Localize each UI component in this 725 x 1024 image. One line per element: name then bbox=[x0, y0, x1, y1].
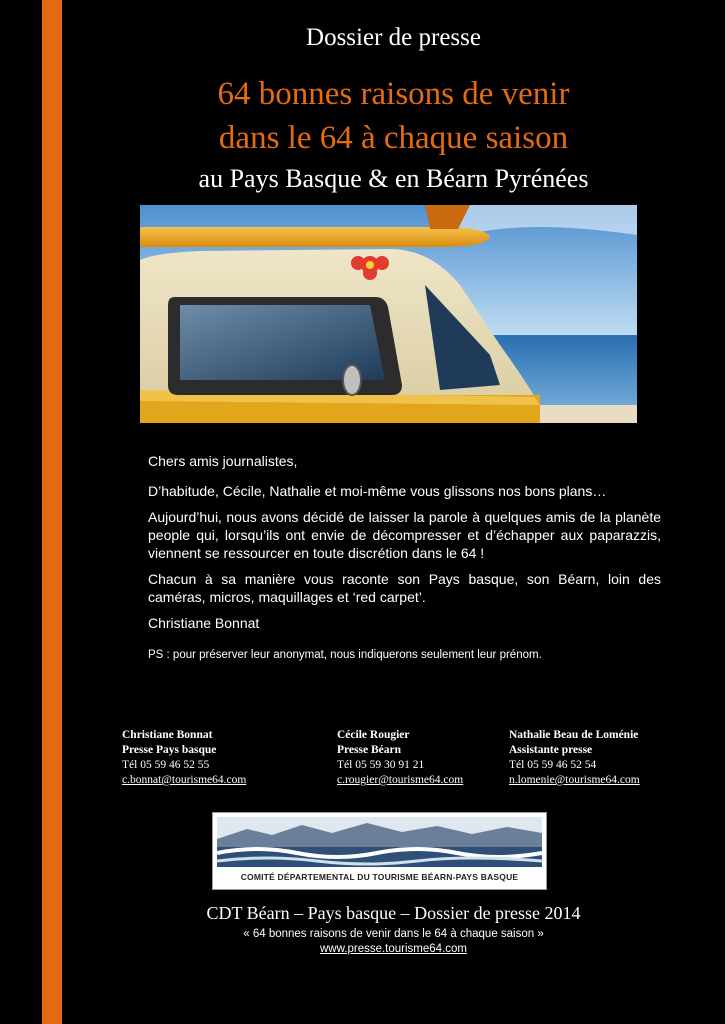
contact-email-link[interactable]: n.lomenie@tourisme64.com bbox=[509, 774, 640, 786]
letter-signature: Christiane Bonnat bbox=[148, 615, 260, 631]
contact-phone: Tél 05 59 30 91 21 bbox=[337, 759, 425, 771]
letter-body bbox=[148, 452, 661, 664]
letter-greeting: Chers amis journalistes, bbox=[148, 453, 298, 469]
contact-block-3 bbox=[509, 728, 640, 788]
contact-block-2 bbox=[337, 728, 463, 788]
letter-paragraph-2: Aujourd’hui, nous avons décidé de laisser la parole à quelques amis de la planète people qui, lorsqu’ils ont envie de décompresser et d’échapper aux paparazzis, viennent se ressourcer en toute discrétion dans le 64 ! bbox=[148, 509, 661, 561]
contact-role: Assistante presse bbox=[509, 744, 593, 756]
hero-image-van-beach bbox=[140, 205, 637, 423]
contact-role: Presse Pays basque bbox=[122, 744, 217, 756]
letter-postscript: PS : pour préserver leur anonymat, nous indiquerons seulement leur prénom. bbox=[148, 649, 542, 661]
contact-email-link[interactable]: c.bonnat@tourisme64.com bbox=[122, 774, 247, 786]
orange-side-bar bbox=[42, 0, 62, 1024]
letter-paragraph-3: Chacun à sa manière vous raconte son Pays basque, son Béarn, loin des caméras, micros, maquillages et ‘red carpet’. bbox=[148, 571, 661, 605]
cdt-logo bbox=[212, 812, 547, 890]
kicker-title: Dossier de presse bbox=[306, 24, 481, 51]
footer-subtitle: « 64 bonnes raisons de venir dans le 64 à chaque saison » bbox=[243, 928, 544, 940]
contact-phone: Tél 05 59 46 52 55 bbox=[122, 759, 210, 771]
contact-name: Christiane Bonnat bbox=[122, 729, 213, 741]
contact-email-link[interactable]: c.rougier@tourisme64.com bbox=[337, 774, 464, 786]
letter-paragraph-1: D’habitude, Cécile, Nathalie et moi-même vous glissons nos bons plans… bbox=[148, 483, 607, 499]
contact-name: Cécile Rougier bbox=[337, 729, 410, 741]
contact-block-1 bbox=[122, 728, 246, 788]
contact-phone: Tél 05 59 46 52 54 bbox=[509, 759, 597, 771]
contact-name: Nathalie Beau de Loménie bbox=[509, 729, 639, 741]
mountains-waves-icon bbox=[217, 817, 542, 867]
headline-line-1: 64 bonnes raisons de venir bbox=[217, 76, 570, 112]
subheadline: au Pays Basque & en Béarn Pyrénées bbox=[198, 164, 589, 193]
logo-text: COMITÉ DÉPARTEMENTAL DU TOURISME BÉARN-PAYS BASQUE bbox=[240, 872, 519, 882]
contact-role: Presse Béarn bbox=[337, 744, 401, 756]
footer-url-link[interactable]: www.presse.tourisme64.com bbox=[320, 943, 467, 955]
footer-title: CDT Béarn – Pays basque – Dossier de presse 2014 bbox=[206, 903, 581, 923]
headline-line-2: dans le 64 à chaque saison bbox=[218, 120, 569, 156]
